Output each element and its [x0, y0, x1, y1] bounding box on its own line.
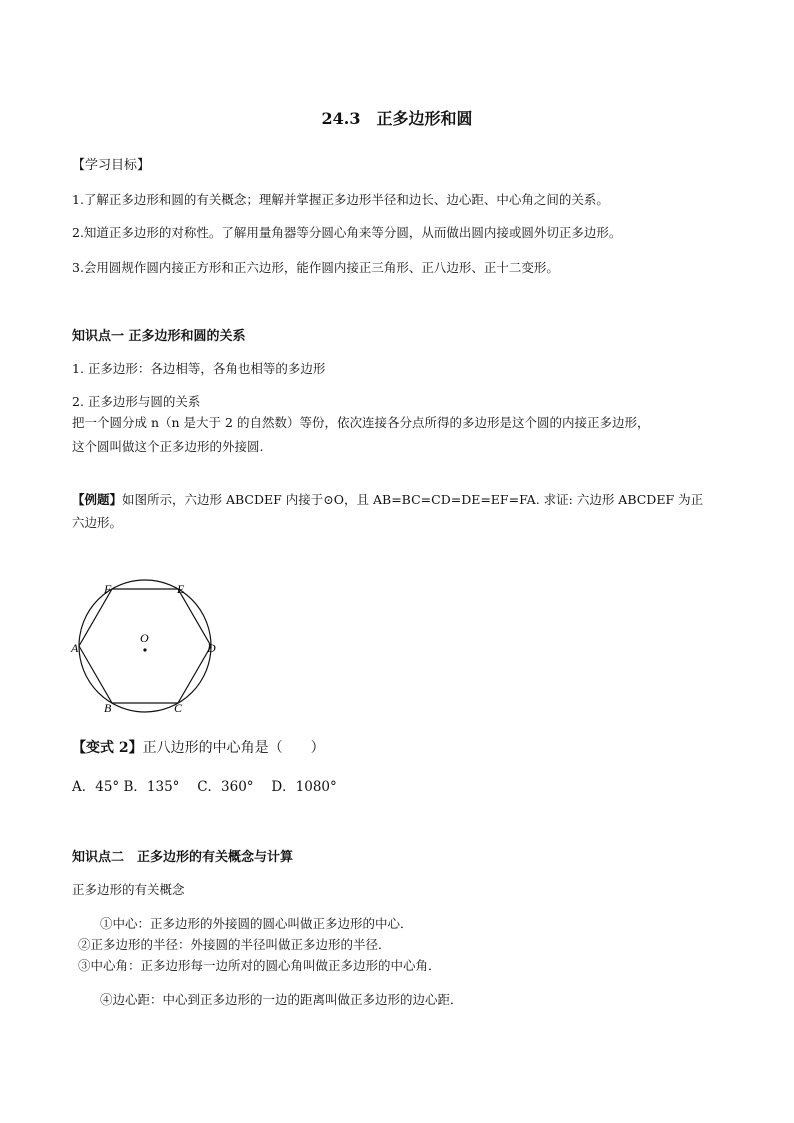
- kp2-item-3: ③中心角：正多边形每一边所对的圆心角叫做正多边形的中心角．: [78, 958, 441, 973]
- variant-label: 【变式 2】: [72, 740, 143, 756]
- kp2-item-2: ②正多边形的半径：外接圆的半径叫做正多边形的半径．: [78, 937, 391, 952]
- label-D: D: [207, 641, 216, 655]
- variant-question-line: [72, 737, 325, 757]
- kp1-para-line-1: 把一个圆分成 n（n 是大于 2 的自然数）等份，依次连接各分点所得的多边形是这个圆的内接正多边形，: [72, 415, 650, 430]
- label-O: O: [140, 631, 149, 645]
- kp1-item-2: 2. 正多边形与圆的关系: [72, 394, 201, 409]
- example-line-1: [72, 490, 703, 508]
- variant-options: A．45° B．135° C．360° D．1080°: [72, 779, 337, 795]
- kp2-heading: 知识点二 正多边形的有关概念与计算: [72, 850, 294, 865]
- page-title: 24.3 正多边形和圆: [321, 109, 473, 128]
- label-C: C: [174, 701, 183, 715]
- hexagon-circle-figure: [68, 578, 228, 718]
- kp1-para-line-2: 这个圆叫做这个正多边形的外接圆.: [72, 439, 264, 454]
- label-F: F: [104, 582, 112, 596]
- example-text: 如图所示，六边形 ABCDEF 内接于⊙O，且 AB=BC=CD=DE=EF=FA. 求证: 六边形 ABCDEF 为正: [122, 492, 704, 507]
- kp2-item-4: ④边心距：中心到正多边形的一边的距离叫做正多边形的边心距．: [100, 992, 463, 1007]
- label-A: A: [71, 641, 79, 655]
- example-label: 【例题】: [72, 492, 123, 507]
- label-E: E: [177, 582, 185, 596]
- kp2-subheading: 正多边形的有关概念: [72, 882, 185, 897]
- objectives-heading: 【学习目标】: [72, 158, 151, 173]
- objective-2: 2.知道正多边形的对称性。了解用量角器等分圆心角来等分圆，从而做出圆内接或圆外切正多边形。: [72, 225, 622, 240]
- kp1-heading: 知识点一 正多边形和圆的关系: [72, 329, 246, 344]
- objective-3: 3.会用圆规作圆内接正方形和正六边形，能作圆内接正三角形、正八边形、正十二变形。: [72, 260, 559, 275]
- objective-1: 1.了解正多边形和圆的有关概念；理解并掌握正多边形半径和边长、边心距、中心角之间的关系。: [72, 192, 609, 207]
- example-line-2: 六边形。: [72, 515, 123, 530]
- variant-question: 正八边形的中心角是（ ）: [142, 740, 325, 756]
- label-B: B: [104, 701, 112, 715]
- kp2-item-1: ①中心：正多边形的外接圆的圆心叫做正多边形的中心．: [100, 916, 413, 931]
- kp1-item-1: 1. 正多边形：各边相等，各角也相等的多边形: [72, 361, 326, 376]
